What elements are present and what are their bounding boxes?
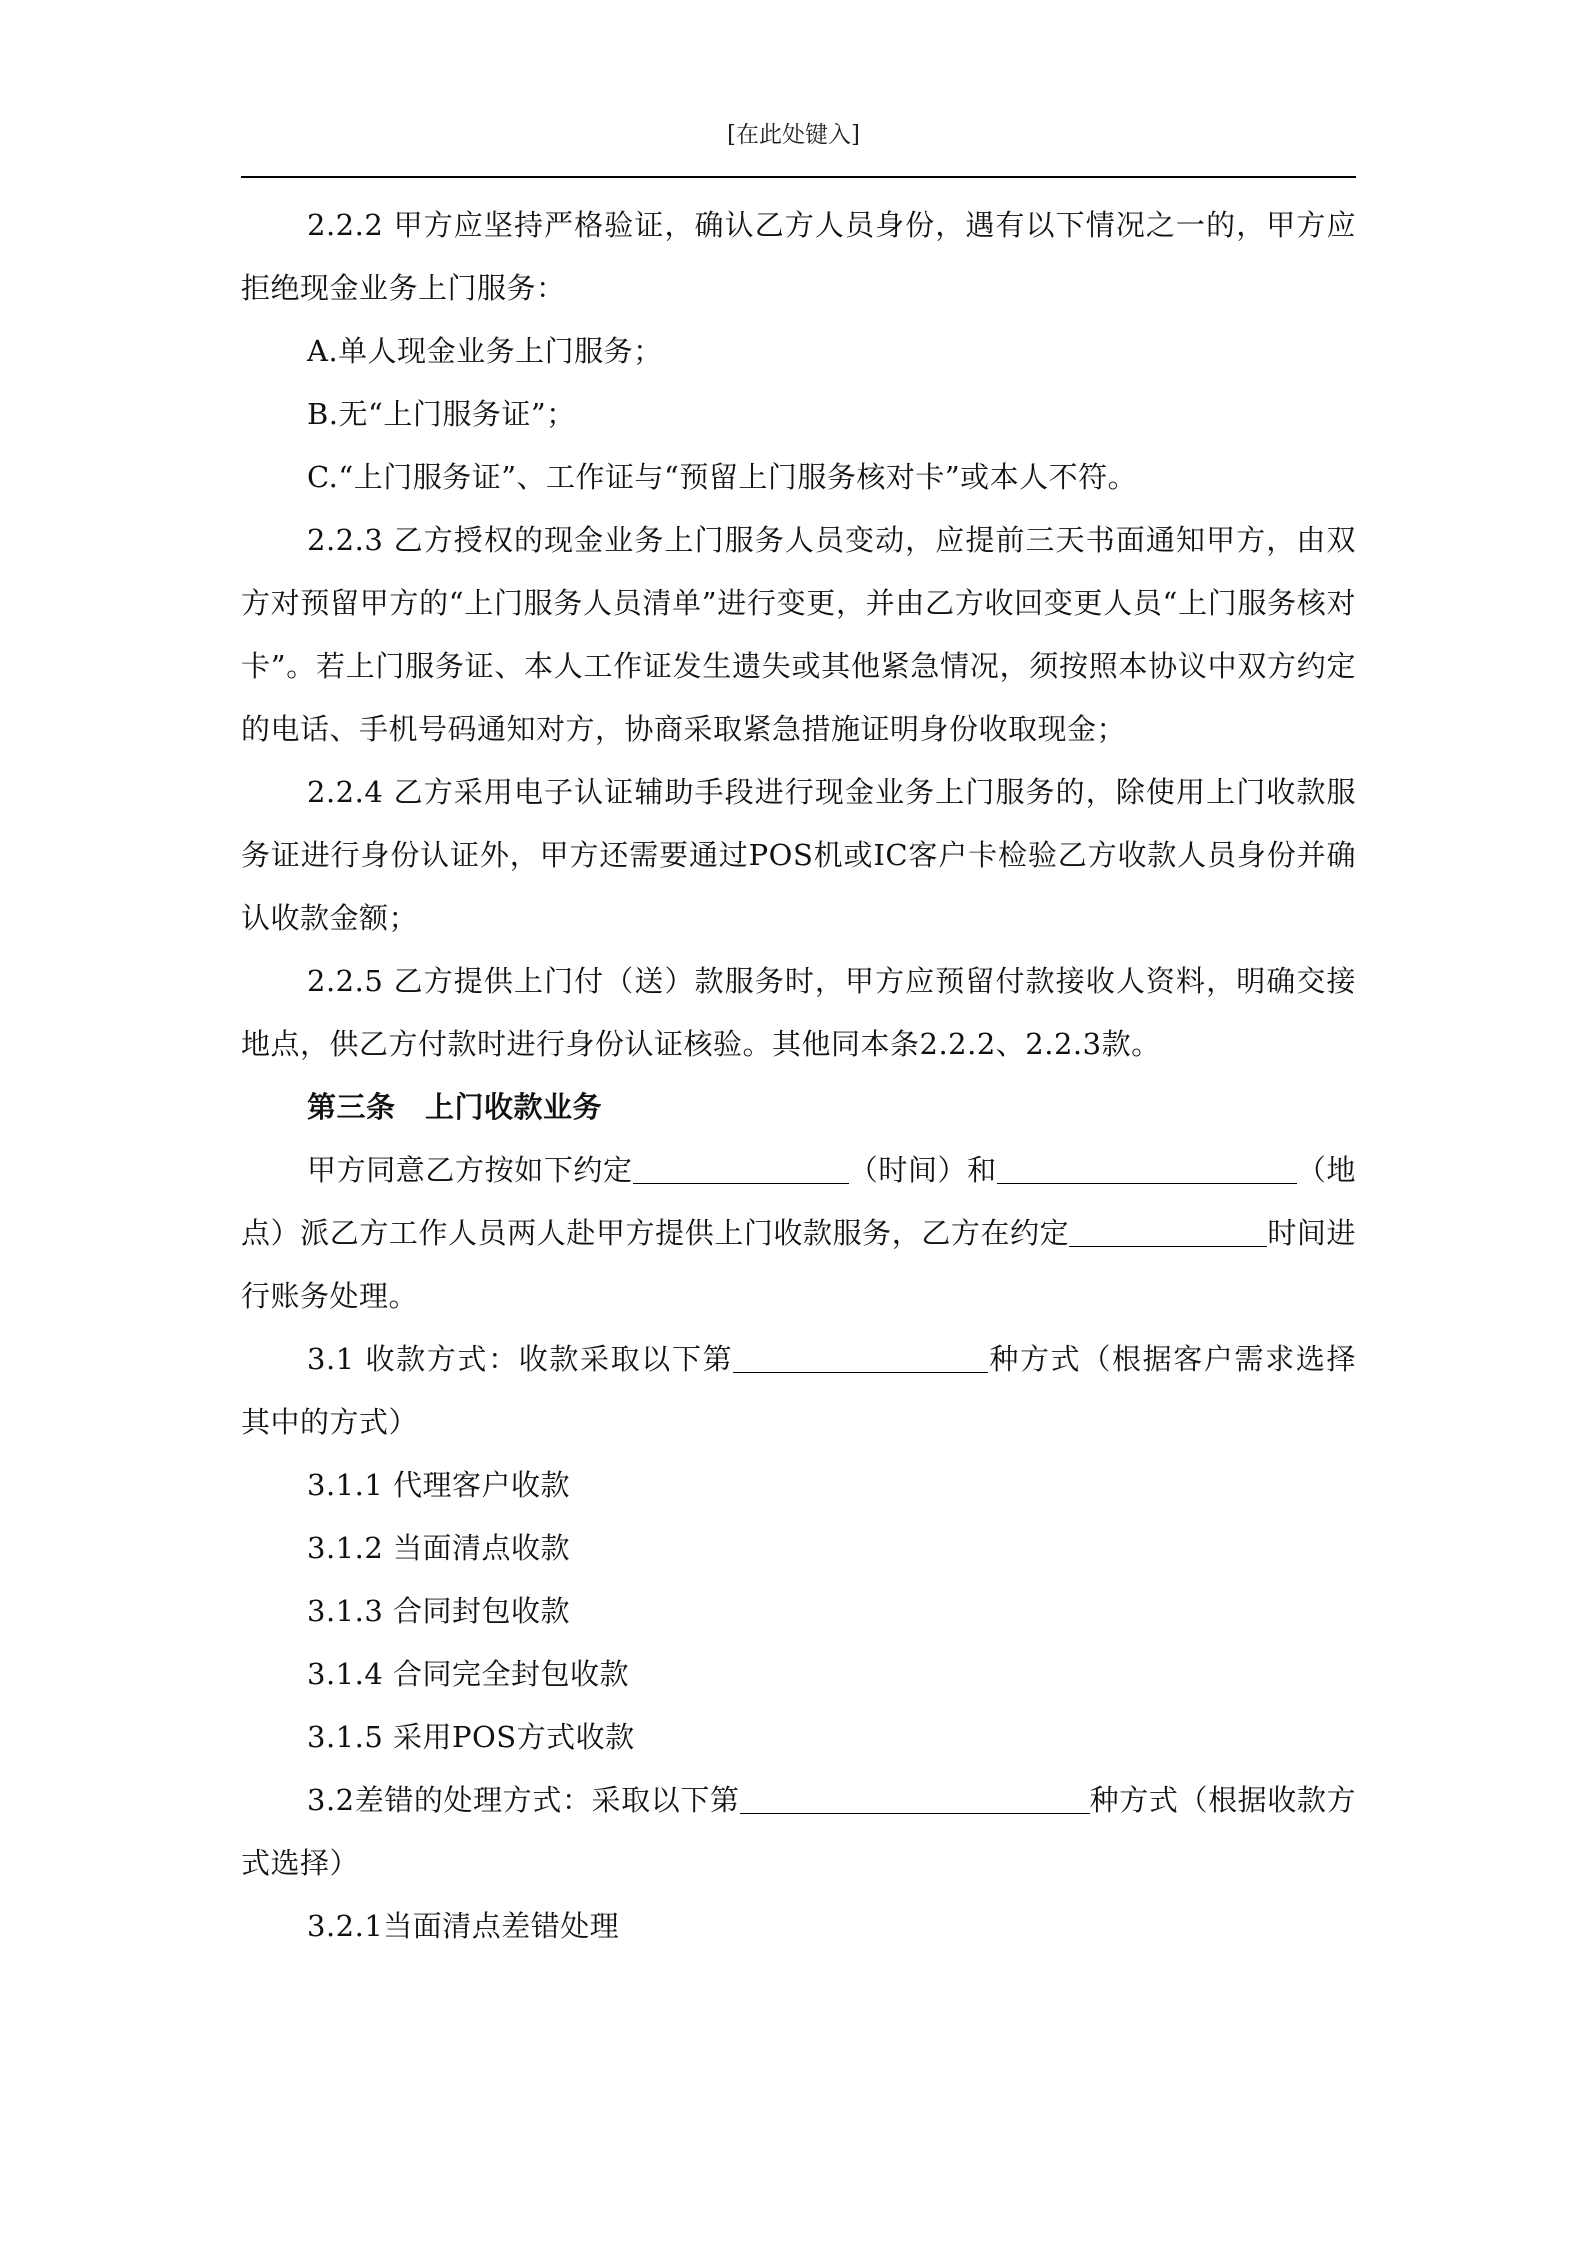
item-3-1-3: 3.1.3 合同封包收款 bbox=[307, 1594, 571, 1628]
section-3-heading: 第三条 上门收款业务 bbox=[307, 1090, 603, 1124]
time-blank[interactable] bbox=[633, 1157, 849, 1184]
paragraph-2-2-3: 2.2.3 乙方授权的现金业务上门服务人员变动，应提前三天书面通知甲方，由双方对预留甲方的“上门服务人员清单”进行变更，并由乙方收回变更人员“上门服务核对卡”。若上门服务证、本人工作证发生遗失或其他紧急情况，须按照本协议中双方约定的电话、手机号码通知对方，协商采取紧急措施证明身份收取现金； bbox=[241, 523, 1356, 746]
p31-text-1: 3.1 收款方式：收款采取以下第 bbox=[307, 1342, 734, 1376]
document-body bbox=[241, 194, 1356, 1958]
paragraph-2-2-2: 2.2.2 甲方应坚持严格验证，确认乙方人员身份，遇有以下情况之一的，甲方应拒绝现金业务上门服务： bbox=[241, 208, 1356, 305]
intro-text-3: （地点）派乙方工作人员两人赴甲方提供上门收款服务，乙方在约定 bbox=[241, 1153, 1356, 1250]
p32-text-2: 种方式（根据收款方式选择） bbox=[241, 1783, 1356, 1880]
item-3-1-5: 3.1.5 采用POS方式收款 bbox=[307, 1720, 635, 1754]
item-3-1-1: 3.1.1 代理客户收款 bbox=[307, 1468, 571, 1502]
page-header: [在此处键入] bbox=[727, 122, 860, 148]
account-time-blank[interactable] bbox=[1069, 1220, 1267, 1247]
collection-method-blank[interactable] bbox=[733, 1346, 988, 1373]
item-3-2-1: 3.2.1当面清点差错处理 bbox=[307, 1909, 620, 1943]
paragraph-2-2-4: 2.2.4 乙方采用电子认证辅助手段进行现金业务上门服务的，除使用上门收款服务证进行身份认证外，甲方还需要通过POS机或IC客户卡检验乙方收款人员身份并确认收款金额； bbox=[241, 775, 1356, 935]
p31-text-2: 种方式（根据客户需求选择其中的方式） bbox=[241, 1342, 1356, 1439]
paragraph-item-b: B.无“上门服务证”； bbox=[307, 397, 576, 431]
intro-text-2: （时间）和 bbox=[848, 1153, 997, 1187]
header-rule bbox=[241, 176, 1356, 178]
item-3-1-2: 3.1.2 当面清点收款 bbox=[307, 1531, 571, 1565]
p32-text-1: 3.2差错的处理方式：采取以下第 bbox=[307, 1783, 740, 1817]
location-blank[interactable] bbox=[997, 1157, 1297, 1184]
item-3-1-4: 3.1.4 合同完全封包收款 bbox=[307, 1657, 630, 1691]
intro-text-1: 甲方同意乙方按如下约定 bbox=[307, 1153, 633, 1187]
paragraph-3-1 bbox=[241, 1328, 1356, 1454]
error-method-blank[interactable] bbox=[740, 1787, 1090, 1814]
paragraph-2-2-5: 2.2.5 乙方提供上门付（送）款服务时，甲方应预留付款接收人资料，明确交接地点，供乙方付款时进行身份认证核验。其他同本条2.2.2、2.2.3款。 bbox=[241, 964, 1356, 1061]
paragraph-item-a: A.单人现金业务上门服务； bbox=[307, 334, 663, 368]
paragraph-3-2 bbox=[241, 1769, 1356, 1895]
section-3-intro bbox=[241, 1139, 1356, 1328]
paragraph-item-c: C.“上门服务证”、工作证与“预留上门服务核对卡”或本人不符。 bbox=[307, 460, 1138, 494]
intro-text-4: 时间进行账务处理。 bbox=[241, 1216, 1356, 1313]
